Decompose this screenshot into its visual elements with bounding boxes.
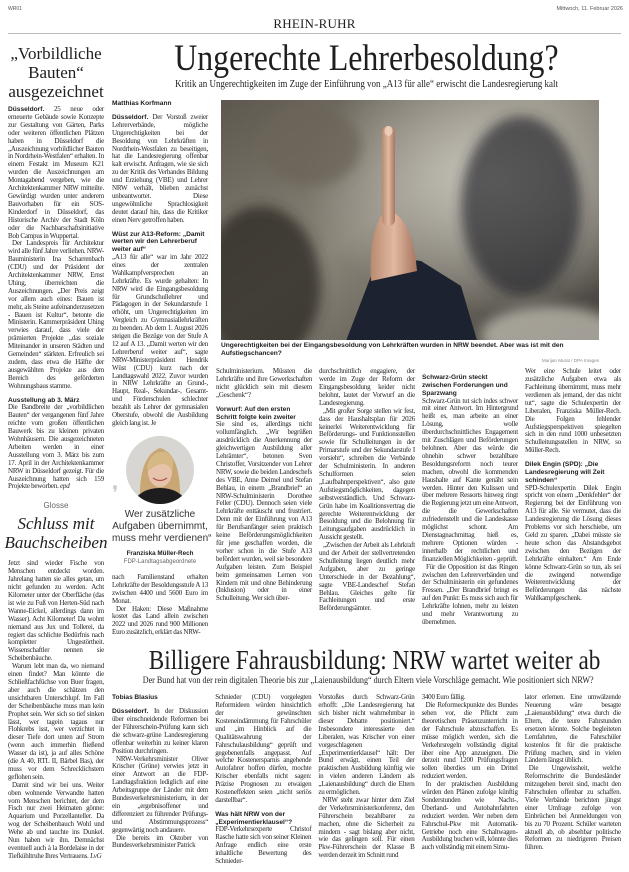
paragraph-text: Schnieder (CDU) vorgelegten Reformideen würden hinsichtlich der gewünschten Kosteneindämmung für Fahrschüler und „im Hinblick auf die Qualitätswahrung der Fahrschulausbildung“ geprüft und gegebenenfalls angepasst. Auf welche Kostenersparnis angehende Autofahrer hoffen dürfen, mochte Krischer ebenfalls nicht sagen: Präzise Prognosen zu etwaigen Kosteneffekten seien „nicht seriös darstellbar“. xyxy=(215,693,312,804)
second-headline: Billigere Fahrausbildung: NRW wartet weiter ab xyxy=(148,645,601,676)
paragraph xyxy=(422,702,518,781)
main-column-5 xyxy=(525,368,621,603)
paragraph xyxy=(112,254,208,428)
paragraph-text: 3400 Euro fällig. xyxy=(421,693,466,702)
paragraph xyxy=(8,560,104,663)
paragraph xyxy=(422,781,518,852)
dateline: Düsseldorf. xyxy=(8,106,45,113)
paragraph xyxy=(8,663,104,782)
quote-line: muss mehr verdienen“ xyxy=(112,532,212,544)
subheading: Schwarz-Grün steckt zwischen Forderungen und Sparzwang xyxy=(422,374,508,397)
dateline: Düsseldorf. xyxy=(112,113,149,121)
paragraph xyxy=(422,564,518,627)
issue-date: Mittwoch, 11. Februar 2026 xyxy=(556,6,623,12)
paragraph xyxy=(525,485,621,604)
paragraph xyxy=(8,782,104,861)
photo-caption-block xyxy=(221,342,599,364)
paragraph-text: Der Vorstoß zweier Lehrerverbände, mögliche Ungerechtigkeiten bei der Besoldung von Lehrkräften in Nordrhein-Westfalen zu beseitigen, hat die Landesregierung offenbar kalt erwischt. Anfragen, wie sie sich zu der Kritik des Verbandes Bildung und Erziehung (VBE) und Lehrer NRW verhält, blieben zunächst unbeantwortet. Diese ungewöhnliche Sprachlosigkeit deutet darauf hin, dass die Kritiker einen Nerv getroffen haben. xyxy=(112,112,209,224)
paragraph xyxy=(525,765,621,852)
paragraph xyxy=(319,408,415,542)
paragraph xyxy=(8,240,104,390)
subheading: Wüst zur A13-Reform: „Damit werten wir den Lehrerberuf weiter auf“ xyxy=(112,230,205,254)
subheading: Ausstellung ab 3. März xyxy=(8,396,80,404)
paragraph xyxy=(525,694,621,765)
author-byline: Tobias Blasius xyxy=(112,694,158,702)
author-signature: epd xyxy=(60,482,70,491)
side-headline xyxy=(4,44,108,101)
raised-hand-photo xyxy=(221,100,599,340)
paragraph xyxy=(112,756,208,835)
paragraph xyxy=(112,835,208,851)
paragraph xyxy=(8,106,104,240)
paragraph-text: Jetzt sind wieder Fische von Menschen entdeckt worden. Jahrelang hatten sie alles getan, um nicht gefunden zu werden. Acht Kilometer unter der Oberfläche (das ist wie zu Fuß von Herten-Süd nach Wanne-Eickel, allerdings dann im Wasser). Acht Kilometer! Da wohnt niemand aus Jux und Tollerei, da regiert das schlichte Bedürfnis nach kompletter Ungestörtheit. Wissenschaftler nennen sie Scheibenbäuche. xyxy=(8,559,104,663)
glosse-title-line: Schluss mit xyxy=(17,514,95,534)
paragraph-text: SPD-Schulexpertin Dilek Engin spricht von einem „Denkfehler“ der Regierung bei der Einführung von A13 für alle. Sie vermutet, dass die Landesregierung die Lösung dieses Problems vor sich herschiebe, um Geld zu sparen. „Dabei müsste sie heute schon das Abstandsgebot zwischen den Bezügen der Lehrkräfte einhalten.“ Am Ende könne Schwarz-Grün so tun, als sei die zwingend notwendige Weiterentwicklung der Beförderungen das nächste Wahlkampfgeschenk. xyxy=(525,483,621,603)
left-column xyxy=(4,44,108,861)
main-column-4 xyxy=(422,368,518,627)
portrait-image xyxy=(126,436,194,504)
second-subheadline: Der Bund hat von der rein digitalen Theorie bis zur „Laienausbildung“ durch Eltern viele Vorschläge gemacht. Wie positioniert sich NRW? xyxy=(142,675,594,686)
quote-box xyxy=(112,436,212,566)
quote-mark-icon: ❜ xyxy=(112,482,119,505)
paragraph xyxy=(112,114,208,225)
paragraph xyxy=(319,368,415,408)
photo-caption: Ungerechtigkeiten bei der Eingangsbesoldung von Lehrkräften wurden in NRW beendet. Aber was ist mit den Aufstiegschancen? xyxy=(221,342,564,357)
paragraph-text: Wer eine Schule leitet oder zusätzliche Aufgaben etwa als Fachleitung übernimmt, muss mehr verdienen als jemand, der das nicht tut“, sagte die Schulexpertin der Liberalen, Franziska Müller-Rech. Die Folgen fehlender Aufstiegsperspektiven spiegelten sich in den rund 1000 unbesetzten Schulleitungsstellen in NRW, so Müller-Rech. xyxy=(525,367,621,455)
article-photo xyxy=(221,100,599,340)
pull-quote xyxy=(112,508,212,545)
glosse-kicker: Glosse xyxy=(43,501,69,511)
second-column-1 xyxy=(112,694,208,850)
paragraph-text: FDP-Verkehrsexperte Christof Rasche hatte sich von seiner Kleinen Anfrage endlich eine erste inhaltliche Bewertung des Schnieder- xyxy=(215,825,312,866)
paragraph xyxy=(112,574,208,606)
glosse-body xyxy=(8,560,104,860)
author-byline: Matthias Korfmann xyxy=(112,100,172,107)
header-rule xyxy=(8,33,621,34)
paragraph-text: lator erlernen. Eine umwälzende Neuerung wäre besagte „Laienausbildung“ etwa durch die Eltern, die teure Fahrstunden ersetzen könnte. Solche begleiteten Lernfahrten, die Fahrschüler kostenlos fit für die praktische Prüfung machen, sind in vielen Ländern längst üblich. xyxy=(524,693,621,765)
paragraph-text: Die Ungewissheit, welche Reformschritte die Bundesländer mitzugehen bereit sind, macht den Fahrschulen offenbar zu schaffen. Viele Verbände berichten jüngst einer Umfrage zufolge von Einbrüchen bei Anmeldungen von bis zu 70 Prozent. Schüler warteten aktuell ab, ob absehbar politische Reformen zu niedrigeren Preisen führen. xyxy=(524,764,621,852)
paragraph-text: nach Familienstand erhalten Lehrkräfte der Besoldungsstufe A 13 zwischen 4400 und 5600 Euro im Monat. xyxy=(112,572,208,605)
second-column-2 xyxy=(215,694,311,866)
paragraph xyxy=(422,398,518,564)
paragraph-text: NRW-Verkehrsminister Oliver Krischer (Grüne) verwies jetzt in einer Antwort an die FDP-Landtagsfraktion lediglich auf eine Arbeitsgruppe der Länder mit dem Bundesverkehrsministerium, in der ein „ergebnisoffener und differenziert zu führender Prüfungs- und Abstimmungsprozess“ gegenwärtig noch andauere. xyxy=(112,754,209,834)
main-article xyxy=(112,100,621,637)
paragraph-text: 25 neue oder erneuerte Gebäude sowie Konzepte zur Gestaltung von Gärten, Parks oder weiteren öffentlichen Plätzen haben in Düsseldorf die „Auszeichnung vorbildlicher Bauten in Nordrhein-Westfalen“ erhalten. In einem Festakt im Museum K21 wurden die Auszeichnungen am Montagabend vergeben, wie die Architektenkammer NRW mitteilte. Gewürdigt wurden unter anderem Bauvorhaben für ein SOS-Kinderdorf in Düsseldorf, das Historische Archiv der Stadt Köln oder die Nachbarschaftsinitiative Bob Campus in Wuppertal. xyxy=(8,105,104,240)
quote-line: Wer zusätzliche xyxy=(124,508,196,520)
paragraph xyxy=(112,606,208,638)
photo-credit: Marijan Murat / DPA Images xyxy=(541,358,599,364)
side-headline-line: ausgezeichnet xyxy=(8,82,104,101)
main-column-1 xyxy=(112,100,208,428)
paragraph-text: Die Reformeckpunkte des Bundes sehen vor, die Pflicht zum theoretischen Präsenzunterricht in der Fahrschule abzuschaffen. Es müsse möglich werden, sich die Verkehrsregeln vollständig digital über eine App anzueignen. Die derzeit rund 1200 Prüfungsfragen sollen überdies um ein Drittel reduziert werden. xyxy=(421,701,518,781)
paragraph xyxy=(216,368,312,400)
side-headline-line: „Vorbildliche xyxy=(10,44,102,63)
second-column-4 xyxy=(422,694,518,852)
second-article xyxy=(112,694,621,866)
paragraph-text: Damit sind wir bei uns. Weiter oben wohnende Verwandte hatten vom Menschen berichtet, der dem Fisch nur zwei Heimaten gönne: Aquarium und Porzellanteller. Da wog der Scheibenbauch Wohl und Wehe ab und tauchte ins Dunkel. Nun haben wir ihn. Demnächst eventuell auch à la Bordelaise in der Tiefkühltruhe Ihres Vertrauens. xyxy=(8,780,104,860)
paragraph-text: Schulministerium. Müssten die Lehrkräfte und ihre Gewerkschaften nicht glücklich sein mit diesem „Geschenk“? xyxy=(216,367,312,399)
paragraph xyxy=(318,694,414,797)
paragraph-text: durchschnittlich engagiere, der werde im Zuge der Reform der Eingangsbesoldung keider nicht belohnt, lautet der Vorwurf an die Landesregierung. xyxy=(319,367,415,407)
second-column-5 xyxy=(525,694,621,852)
subheading: Dilek Engin (SPD): „Die Landesregierung will Zeit schinden“ xyxy=(525,461,605,484)
paragraph-text: „Zwischen der Arbeit als Lehrkraft und der Arbeit der stellvertretenden Schulleitung liegen deutlich mehr Aufgaben, aber zu geringe Unterschiede in der Bezahlung“, sagte VBE-Landeschef Stefan Behlau. Gleiches gelte für Fachleitungen und erste Beförderungsämter. xyxy=(319,541,415,613)
paragraph-text: NRW steht zwar hinter dem Ziel der Verkehrsministerkonferenz, den Führerschein bezahlbarer zu machen, ohne die Sicherheit zu mindern - sagt bislang aber nicht, wie das gelingen soll. Für einen Pkw-Führerschein der Klasse B werden derzeit im Schnitt rund xyxy=(318,795,415,860)
paragraph-text: Für die Opposition ist das Ringen zwischen den Lehrerverbänden und der Schulministerin ein gefundenes Fressen. „Der Brandbrief bringt es auf den Punkt: Es muss sich auch für Lehrkräfte lohnen, mehr zu leisten und mehr Verantwortung zu übernehmen. xyxy=(422,562,518,626)
main-column-3 xyxy=(319,368,415,613)
section-title: RHEIN-RUHR xyxy=(273,16,356,31)
paragraph xyxy=(112,708,208,755)
paragraph-text: „A13 für alle“ war im Jahr 2022 eines der zentralen Wahlkampfversprechen an Lehrkräfte. Es wurde gehalten: In NRW wird die Eingangsbesoldung für Grundschullehrer und Pädagogen in der Sekundarstufe 1 erhöht, um Ungerechtigkeiten im Vergleich zu Gymnasiallehrkräften zu beenden. Ab dem 1. August 2026 steigen die Bezüge von der Stufe A 12 auf A 13. „Damit werten wir den Lehrerberuf weiter auf“, sagte NRW-Ministerpräsident Hendrik Wüst (CDU) kurz nach der Landtagswahl 2022. Zuvor wurden in NRW Lehrkräfte an Grund-, Haupt, Real-, Sekundar-, Gesamt- und Förderschulen schlechter bezahlt als Lehrer der gymnasialen Oberstufe, obwohl die Ausbildung gleich lang ist. Je xyxy=(112,252,208,428)
side-headline-line: Bauten“ xyxy=(28,63,84,82)
right-area xyxy=(112,40,621,866)
dateline: Düsseldorf. xyxy=(112,708,149,716)
paragraph-text: Warum lebt man da, wo niemand einen findet? Man könnte die Schließfachfüchse von Buer fragen, aber auch die schätzen den unsichtbaren Unterschlupf. Im Fall der Scheibenbäuche muss man kein Prophet sein. Wer sich so tief sinken lässt, wer tagein tagaus nur Flohkrebs isst, wer verzichtet in dieser Tiefe dort unten auf Strom (wenn auch immerhin fließend Wasser da ist), ja auf alles Schöne (die A 40, RTL II, Bärbel Bas), der muss vor dem Schrecklichstem geflohen sein. xyxy=(8,662,104,781)
main-subheadline: Kritik an Ungerechtigkeiten im Zuge der Einführung von „A13 für alle“ erwischt die Landesregierung kalt xyxy=(175,79,558,90)
quote-line: Aufgaben übernimmt, xyxy=(112,520,208,532)
paragraph-text: Der Landespreis für Architektur wird alle fünf Jahre verliehen. NRW-Bauministerin Ina Scharrenbach (CDU) und der Präsident der Architektenkammer NRW, Ernst Uhing, überreichten die Auszeichnungen. „Der Preis zeigt vor allem auch eines: Bauen ist mehr, als Steine aufeinanderzusetzen - Bauen ist Kultur“, betonte die Ministerin. Kammerpräsident Uhing verwies darauf, dass viele der prämierten Projekte „das soziale Miteinander in unseren Städten und Gemeinden“ stärkten. Erfreulich sei zudem, dass etwa die Hälfte der ausgewählten Projekte aus dem Bereich des geförderten Wohnungsbaus stamme. xyxy=(8,239,104,390)
second-column-3 xyxy=(318,694,414,860)
paragraph-text: „Mit großer Sorge stellen wir fest, dass der Haushaltsplan für 2026 keinerlei Weiterentwicklung für Beförderungs- und Funktionsstellen sowie für Schulleitungen in der Primarstufe und der Sekundarstufe I vorsieht“, schreiben die Verbände der Schulministerin. In anderen Schulformen seien „Laufbahnperspektiven“, also gute Aufstiegsmöglichkeiten, dagegen selbstverständlich. Und Schwarz-Grün habe im Koalitionsvertrag die gerechte Weiterentwicklung der Besoldung und die Belohnung für Leitungsaufgaben ausdrücklich in Aussicht gestellt. xyxy=(319,406,415,542)
paragraph xyxy=(215,826,311,866)
paragraph-text: Sie sind es, allerdings nicht vollumfänglich. „Wir begrüßen ausdrücklich die Anerkennung der gleichwertigen Ausbildung aller Lehrämter“, betonen Sven Christoffer, Vorsitzender von Lehrer NRW, sowie die beiden Landeschefs des VBE, Anne Deimel und Stefan Behlau, in einem „Brandbrief“ an NRW-Schulministerin Dorothee Feller (CDU). Dennoch seien viele Lehrkräfte enttäuscht und frustriert. Denn mit der Einführung von A13 für Berufsanfänger seien praktisch keine Beförderungsmöglichkeiten für jene geschaffen worden, die vorher schon in die Stufe A13 befördert wurden, weil sie besondere Aufgaben leisten. Zum Beispiel beim gemeinsamen Lernen von Kindern mit und ohne Behinderung (Inklusion) oder in einer Schulleitung. Wer sich über- xyxy=(216,420,312,603)
paragraph xyxy=(216,421,312,603)
quote-author: Franziska Müller-Rech xyxy=(126,549,194,557)
paragraph-text: Schwarz-Grün tut sich indes schwer mit einer Antwort. Im Hintergrund heißt es, man arbeite an einer Lösung, wolle überdurchschnittliches Engagement mit Zuschlägen und Beförderungen belohnen. Aber das würde die ohnehin schwer bezahlbare Besoldungsreform noch teurer machen, obwohl die kommenden Haushalte auf Kante genäht sein werden. Hinter den Kulissen und über mehrere Ressorts hinweg ringt die Regierung jetzt um eine Antwort, die die Gewerkschaften zufriedenstellt und die Landeskasse möglichst schont. Am Dienstagnachmittag hieß es, mehrere Optionen würden - innerhalb der rechtlichen und finanziellen Möglichkeiten - geprüft. xyxy=(422,396,518,563)
paragraph-text: In der praktischen Ausbildung würden den Plänen zufolge künftig Sonderstunden wie Nacht-, Überland- und Autobahnfahrten reduziert werden. Wer neben dem Fahrschul-Pkw mit Automatik-Getriebe noch eine Schaltwagen-Ausbildung buchen will, könnte dies auch vollständig mit einem Simu- xyxy=(421,780,518,852)
main-column-2 xyxy=(216,368,312,603)
subheading: Vorwurf: Auf den ersten Schritt folgte kein zweiter xyxy=(216,405,296,421)
main-columns xyxy=(216,368,621,627)
portrait-photo xyxy=(126,436,194,504)
paragraph xyxy=(318,797,414,860)
paragraph-text: Die Bandbreite der „vorbildlichen Bauten“ der vergangenen fünf Jahre reichte vom großen öffentlichen Bauwerk bis zu kleinen privaten Wohnhäusern. Die ausgezeichneten Arbeiten werden in einer Ausstellung vom 3. März bis zum 17. April in der Architektenkammer NRW in Düsseldorf gezeigt. Für die Auszeichnung hatten sich 159 Projekte beworben. xyxy=(8,403,104,491)
main-article-right xyxy=(216,100,621,627)
main-headline: Ungerechte Lehrerbesoldung? xyxy=(174,38,559,79)
quote-author-role: FDP-Landtagsabgeordnete xyxy=(123,558,197,565)
glosse-title xyxy=(4,514,108,552)
paragraph-text: In der Diskussion über einschneidende Reformen bei der Führerschein-Prüfung kann sich die schwarz-grüne Landesregierung offenbar weiterhin zu keiner klaren Position durchringen. xyxy=(112,707,209,755)
main-column-1-stack xyxy=(112,100,212,637)
paragraph-text: Vorstoßes durch Schwarz-Grün erhofft: „Die Landesregierung hat sich bisher nicht wahrnehmbar in dieser Debatte positioniert.“ Insbesondere interessierte den Liberalen, was Krischer von einer vorgeschlagenen „Experimentierklausel“ hält: Der Bund erwägt, einen Teil der praktischen Ausbildung künftig wie in vielen anderen Ländern als „Laienausbildung“ durch die Eltern zu ermöglichen. xyxy=(318,693,415,797)
paragraph-text: Die bereits im Oktober von Bundesverkehrsminister Patrick xyxy=(112,833,209,850)
paragraph xyxy=(525,368,621,455)
paragraph xyxy=(319,542,415,613)
glosse-title-line: Bauchscheiben xyxy=(4,533,108,553)
paragraph-text: Der Haken: Diese Maßnahme kostet das Land allein zwischen 2022 und 2026 rund 900 Millionen Euro zusätzlich, erklärt das NRW- xyxy=(112,604,208,637)
author-signature: LvG xyxy=(90,851,102,860)
page-code: WR01 xyxy=(8,6,22,12)
subheading: Was hält NRW von der „Experimentierklausel“? xyxy=(215,810,293,826)
paragraph xyxy=(215,694,311,805)
side-article-body xyxy=(8,106,104,491)
main-column-1-continued xyxy=(112,574,208,637)
paragraph xyxy=(8,404,104,491)
